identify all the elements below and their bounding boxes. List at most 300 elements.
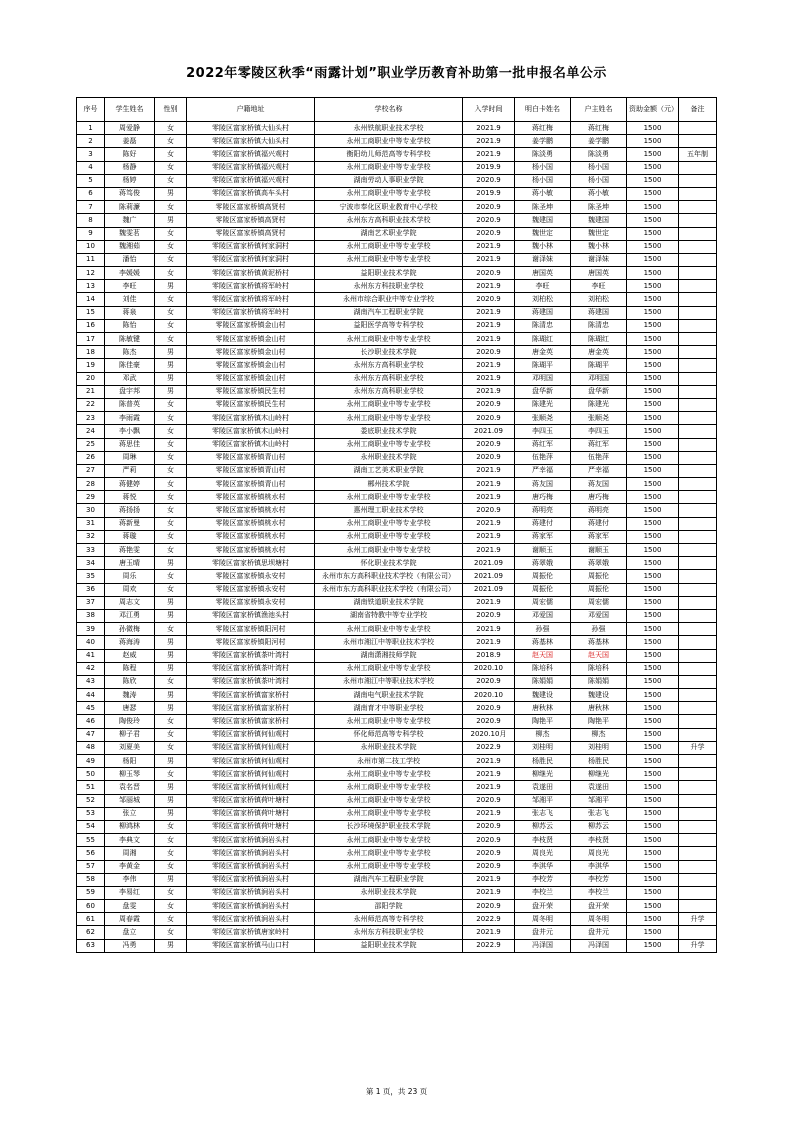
cell-gender: 女 <box>155 438 187 451</box>
cell-householder-name: 杨小国 <box>571 161 627 174</box>
cell-remark <box>679 135 717 148</box>
cell-gender: 女 <box>155 715 187 728</box>
cell-remark <box>679 174 717 187</box>
cell-serial: 13 <box>77 280 105 293</box>
cell-address: 零陵区富家桥镇桃水村 <box>187 504 315 517</box>
column-header-6: 明白卡姓名 <box>515 98 571 122</box>
cell-gender: 女 <box>155 886 187 899</box>
cell-card-name: 谢泽妹 <box>515 253 571 266</box>
table-row <box>77 596 717 609</box>
cell-householder-name: 姜学鹏 <box>571 135 627 148</box>
cell-address: 零陵区富家桥镇富家桥村 <box>187 702 315 715</box>
cell-householder-name: 邓明国 <box>571 372 627 385</box>
cell-remark <box>679 873 717 886</box>
cell-card-name: 蒋翠娥 <box>515 557 571 570</box>
cell-card-name: 魏世定 <box>515 227 571 240</box>
table-row <box>77 517 717 530</box>
cell-remark <box>679 293 717 306</box>
cell-serial: 6 <box>77 187 105 200</box>
cell-serial: 23 <box>77 412 105 425</box>
cell-householder-name: 周良光 <box>571 847 627 860</box>
cell-student-name: 潘怡 <box>105 253 155 266</box>
column-header-2: 性别 <box>155 98 187 122</box>
table-row <box>77 174 717 187</box>
table-row <box>77 267 717 280</box>
cell-householder-name: 刘柏松 <box>571 293 627 306</box>
cell-student-name: 陈敏键 <box>105 333 155 346</box>
cell-amount: 1500 <box>627 187 679 200</box>
cell-amount: 1500 <box>627 201 679 214</box>
cell-remark <box>679 517 717 530</box>
cell-address: 零陵区富家桥镇将军岭村 <box>187 280 315 293</box>
cell-amount: 1500 <box>627 174 679 187</box>
cell-amount: 1500 <box>627 781 679 794</box>
cell-amount: 1500 <box>627 319 679 332</box>
cell-amount: 1500 <box>627 504 679 517</box>
cell-enroll-date: 2022.9 <box>463 913 515 926</box>
cell-remark <box>679 755 717 768</box>
cell-card-name: 冯泽国 <box>515 939 571 952</box>
cell-gender: 女 <box>155 728 187 741</box>
cell-card-name: 周宏儒 <box>515 596 571 609</box>
table-row <box>77 412 717 425</box>
cell-serial: 53 <box>77 807 105 820</box>
table-row <box>77 240 717 253</box>
cell-student-name: 李黄金 <box>105 860 155 873</box>
cell-householder-name: 周振伦 <box>571 583 627 596</box>
cell-gender: 女 <box>155 174 187 187</box>
page-title: 2022年零陵区秋季“雨露计划”职业学历教育补助第一批申报名单公示 <box>186 66 607 81</box>
cell-serial: 56 <box>77 847 105 860</box>
cell-serial: 50 <box>77 768 105 781</box>
cell-student-name: 魏雯茗 <box>105 227 155 240</box>
cell-address: 零陵区富家桥镇荷叶塘村 <box>187 794 315 807</box>
cell-enroll-date: 2020.9 <box>463 860 515 873</box>
cell-serial: 10 <box>77 240 105 253</box>
cell-student-name: 陈杰 <box>105 346 155 359</box>
cell-student-name: 周爱静 <box>105 122 155 135</box>
table-row <box>77 755 717 768</box>
table-row <box>77 939 717 952</box>
cell-school-name: 永州工商职业中等专业学校 <box>315 834 463 847</box>
cell-school-name: 永州职业技术学院 <box>315 741 463 754</box>
cell-enroll-date: 2021.9 <box>463 122 515 135</box>
cell-school-name: 益阳职业技术学院 <box>315 939 463 952</box>
cell-student-name: 邹丽城 <box>105 794 155 807</box>
cell-remark <box>679 504 717 517</box>
cell-address: 零陵区富家桥镇高贤村 <box>187 227 315 240</box>
cell-householder-name: 唐金英 <box>571 346 627 359</box>
cell-gender: 男 <box>155 596 187 609</box>
cell-gender: 女 <box>155 333 187 346</box>
table-row <box>77 583 717 596</box>
cell-gender: 男 <box>155 346 187 359</box>
cell-householder-name: 赵天国 <box>571 649 627 662</box>
cell-student-name: 陈欣 <box>105 675 155 688</box>
table-row <box>77 306 717 319</box>
cell-address: 零陵区富家桥镇茶叶湾村 <box>187 649 315 662</box>
cell-gender: 女 <box>155 530 187 543</box>
cell-amount: 1500 <box>627 820 679 833</box>
table-row <box>77 649 717 662</box>
cell-student-name: 陈莉濂 <box>105 201 155 214</box>
cell-card-name: 陈瑚红 <box>515 333 571 346</box>
cell-enroll-date: 2021.9 <box>463 280 515 293</box>
cell-amount: 1500 <box>627 609 679 622</box>
cell-student-name: 周欢 <box>105 583 155 596</box>
cell-card-name: 魏建国 <box>515 214 571 227</box>
cell-householder-name: 唐巧梅 <box>571 491 627 504</box>
cell-serial: 42 <box>77 662 105 675</box>
table-row <box>77 689 717 702</box>
cell-address: 零陵区富家桥镇涧岩头村 <box>187 834 315 847</box>
cell-student-name: 魏广 <box>105 214 155 227</box>
table-row <box>77 201 717 214</box>
cell-amount: 1500 <box>627 280 679 293</box>
cell-enroll-date: 2021.9 <box>463 636 515 649</box>
cell-enroll-date: 2021.9 <box>463 385 515 398</box>
cell-amount: 1500 <box>627 689 679 702</box>
cell-enroll-date: 2020.9 <box>463 227 515 240</box>
cell-householder-name: 蒋翠娥 <box>571 557 627 570</box>
cell-amount: 1500 <box>627 649 679 662</box>
cell-householder-name: 张顺尧 <box>571 412 627 425</box>
cell-card-name: 陈培科 <box>515 662 571 675</box>
cell-school-name: 湖南电气职业技术学院 <box>315 689 463 702</box>
table-row <box>77 253 717 266</box>
cell-address: 零陵区富家桥镇桃水村 <box>187 530 315 543</box>
cell-householder-name: 谢泽妹 <box>571 253 627 266</box>
cell-gender: 女 <box>155 491 187 504</box>
column-header-7: 户主姓名 <box>571 98 627 122</box>
cell-address: 零陵区富家桥镇阳河村 <box>187 623 315 636</box>
cell-amount: 1500 <box>627 227 679 240</box>
cell-school-name: 永州工商职业中等专业学校 <box>315 794 463 807</box>
cell-serial: 51 <box>77 781 105 794</box>
cell-amount: 1500 <box>627 583 679 596</box>
cell-student-name: 陈怡 <box>105 319 155 332</box>
table-row <box>77 530 717 543</box>
cell-address: 零陵区富家桥镇木山岭村 <box>187 438 315 451</box>
cell-amount: 1500 <box>627 860 679 873</box>
cell-householder-name: 邹湘平 <box>571 794 627 807</box>
cell-card-name: 周冬明 <box>515 913 571 926</box>
cell-card-name: 魏小林 <box>515 240 571 253</box>
cell-serial: 45 <box>77 702 105 715</box>
cell-serial: 1 <box>77 122 105 135</box>
table-row <box>77 227 717 240</box>
cell-card-name: 陈娟娟 <box>515 675 571 688</box>
cell-remark <box>679 425 717 438</box>
cell-school-name: 永州东方高科职业技术学校 <box>315 214 463 227</box>
cell-remark <box>679 214 717 227</box>
cell-enroll-date: 2020.9 <box>463 504 515 517</box>
cell-school-name: 永州工商职业中等专业学校 <box>315 715 463 728</box>
cell-address: 零陵区富家桥镇金山村 <box>187 346 315 359</box>
cell-gender: 女 <box>155 425 187 438</box>
cell-enroll-date: 2018.9 <box>463 649 515 662</box>
cell-address: 零陵区富家桥镇富家桥村 <box>187 715 315 728</box>
cell-remark <box>679 794 717 807</box>
cell-student-name: 杨静 <box>105 161 155 174</box>
table-row <box>77 544 717 557</box>
cell-enroll-date: 2020.10 <box>463 662 515 675</box>
cell-card-name: 柳苏云 <box>515 820 571 833</box>
cell-amount: 1500 <box>627 293 679 306</box>
cell-address: 零陵区富家桥镇民生村 <box>187 385 315 398</box>
cell-school-name: 惠州理工职业技术学校 <box>315 504 463 517</box>
cell-address: 零陵区富家桥镇金山村 <box>187 319 315 332</box>
cell-student-name: 邓武 <box>105 372 155 385</box>
table-row <box>77 702 717 715</box>
cell-enroll-date: 2022.9 <box>463 939 515 952</box>
cell-school-name: 永州东方高科职业学校 <box>315 372 463 385</box>
applicants-table <box>76 97 717 953</box>
cell-card-name: 蒋建国 <box>515 306 571 319</box>
cell-school-name: 湖南汽车工程职业学院 <box>315 873 463 886</box>
cell-householder-name: 邓爱国 <box>571 609 627 622</box>
cell-amount: 1500 <box>627 596 679 609</box>
cell-school-name: 湖南铁道职业技术学院 <box>315 596 463 609</box>
cell-amount: 1500 <box>627 214 679 227</box>
cell-gender: 女 <box>155 544 187 557</box>
cell-gender: 男 <box>155 873 187 886</box>
cell-card-name: 唐秋林 <box>515 702 571 715</box>
cell-remark <box>679 662 717 675</box>
cell-amount: 1500 <box>627 794 679 807</box>
cell-gender: 女 <box>155 319 187 332</box>
cell-card-name: 杨小国 <box>515 161 571 174</box>
cell-gender: 男 <box>155 662 187 675</box>
cell-school-name: 永州工商职业中等专业学校 <box>315 847 463 860</box>
cell-card-name: 张顺尧 <box>515 412 571 425</box>
cell-school-name: 湖南汽车工程职业学院 <box>315 306 463 319</box>
cell-amount: 1500 <box>627 557 679 570</box>
table-row <box>77 570 717 583</box>
column-header-0: 序号 <box>77 98 105 122</box>
cell-school-name: 永州市综合职业中等专业学校 <box>315 293 463 306</box>
cell-enroll-date: 2020.9 <box>463 702 515 715</box>
cell-enroll-date: 2021.9 <box>463 781 515 794</box>
cell-card-name: 盘开荣 <box>515 900 571 913</box>
cell-card-name: 张志飞 <box>515 807 571 820</box>
table-row <box>77 319 717 332</box>
table-row <box>77 333 717 346</box>
cell-student-name: 蒋泉 <box>105 306 155 319</box>
cell-enroll-date: 2021.9 <box>463 491 515 504</box>
cell-amount: 1500 <box>627 398 679 411</box>
cell-serial: 3 <box>77 148 105 161</box>
cell-address: 零陵区富家桥镇高贤村 <box>187 201 315 214</box>
cell-amount: 1500 <box>627 662 679 675</box>
cell-student-name: 李媛媛 <box>105 267 155 280</box>
cell-school-name: 湖南劳动人事职业学院 <box>315 174 463 187</box>
cell-gender: 女 <box>155 570 187 583</box>
cell-householder-name: 魏建国 <box>571 214 627 227</box>
cell-card-name: 杨小国 <box>515 174 571 187</box>
cell-address: 零陵区富家桥镇桃水村 <box>187 517 315 530</box>
cell-school-name: 永州工商职业中等专业学校 <box>315 240 463 253</box>
table-row <box>77 794 717 807</box>
cell-card-name: 李四玉 <box>515 425 571 438</box>
cell-gender: 女 <box>155 253 187 266</box>
cell-card-name: 严幸福 <box>515 464 571 477</box>
cell-enroll-date: 2021.09 <box>463 583 515 596</box>
cell-gender: 男 <box>155 636 187 649</box>
cell-address: 零陵区富家桥镇木山岭村 <box>187 425 315 438</box>
cell-amount: 1500 <box>627 939 679 952</box>
cell-householder-name: 冯泽国 <box>571 939 627 952</box>
cell-card-name: 杨胜民 <box>515 755 571 768</box>
cell-address: 零陵区富家桥镇荷叶塘村 <box>187 807 315 820</box>
table-row <box>77 715 717 728</box>
cell-student-name: 唐玉晴 <box>105 557 155 570</box>
cell-school-name: 怀化师范高等专科学校 <box>315 728 463 741</box>
cell-enroll-date: 2021.09 <box>463 557 515 570</box>
cell-amount: 1500 <box>627 478 679 491</box>
cell-amount: 1500 <box>627 464 679 477</box>
cell-gender: 女 <box>155 860 187 873</box>
cell-school-name: 永州工商职业中等专业学校 <box>315 187 463 200</box>
cell-enroll-date: 2021.9 <box>463 873 515 886</box>
cell-householder-name: 杨胜民 <box>571 755 627 768</box>
table-row <box>77 425 717 438</box>
cell-school-name: 永州工商职业中等专业学校 <box>315 253 463 266</box>
cell-serial: 35 <box>77 570 105 583</box>
cell-remark <box>679 412 717 425</box>
cell-enroll-date: 2020.9 <box>463 293 515 306</box>
cell-enroll-date: 2020.9 <box>463 794 515 807</box>
cell-card-name: 邹湘平 <box>515 794 571 807</box>
cell-gender: 男 <box>155 794 187 807</box>
cell-serial: 41 <box>77 649 105 662</box>
cell-student-name: 蒋艳雯 <box>105 544 155 557</box>
cell-remark <box>679 728 717 741</box>
cell-school-name: 永州工商职业中等专业学校 <box>315 491 463 504</box>
cell-serial: 31 <box>77 517 105 530</box>
cell-student-name: 蒋悦 <box>105 491 155 504</box>
cell-serial: 48 <box>77 741 105 754</box>
cell-householder-name: 周振伦 <box>571 570 627 583</box>
cell-householder-name: 孙强 <box>571 623 627 636</box>
cell-gender: 男 <box>155 609 187 622</box>
cell-enroll-date: 2020.10月 <box>463 728 515 741</box>
cell-school-name: 永州工商职业中等专业学校 <box>315 438 463 451</box>
cell-card-name: 蒋家军 <box>515 530 571 543</box>
cell-gender: 女 <box>155 834 187 847</box>
cell-remark <box>679 689 717 702</box>
cell-student-name: 盘立 <box>105 926 155 939</box>
cell-card-name: 唐国英 <box>515 267 571 280</box>
cell-householder-name: 蒋明亮 <box>571 504 627 517</box>
cell-address: 零陵区富家桥镇高贤村 <box>187 214 315 227</box>
cell-address: 零陵区富家桥镇福兴观村 <box>187 174 315 187</box>
cell-remark <box>679 346 717 359</box>
cell-householder-name: 周冬明 <box>571 913 627 926</box>
cell-student-name: 刘夏美 <box>105 741 155 754</box>
cell-card-name: 魏建设 <box>515 689 571 702</box>
cell-amount: 1500 <box>627 728 679 741</box>
cell-enroll-date: 2021.9 <box>463 623 515 636</box>
cell-remark <box>679 319 717 332</box>
cell-school-name: 永州师范高等专科学校 <box>315 913 463 926</box>
cell-enroll-date: 2021.9 <box>463 478 515 491</box>
cell-student-name: 姜磊 <box>105 135 155 148</box>
cell-enroll-date: 2020.10 <box>463 689 515 702</box>
cell-card-name: 周振伦 <box>515 570 571 583</box>
cell-remark <box>679 675 717 688</box>
cell-school-name: 长沙环境保护职业技术学院 <box>315 820 463 833</box>
cell-card-name: 赵天国 <box>515 649 571 662</box>
cell-address: 零陵区富家桥镇青山村 <box>187 478 315 491</box>
cell-school-name: 永州工商职业中等专业学校 <box>315 781 463 794</box>
cell-amount: 1500 <box>627 451 679 464</box>
cell-student-name: 李雨霞 <box>105 412 155 425</box>
cell-enroll-date: 2021.9 <box>463 306 515 319</box>
cell-address: 零陵区富家桥镇大仙头村 <box>187 135 315 148</box>
cell-school-name: 湖南育才中等职业学校 <box>315 702 463 715</box>
cell-gender: 女 <box>155 504 187 517</box>
cell-remark: 升学 <box>679 741 717 754</box>
cell-enroll-date: 2020.9 <box>463 398 515 411</box>
cell-remark <box>679 596 717 609</box>
cell-student-name: 周乐 <box>105 570 155 583</box>
cell-gender: 男 <box>155 359 187 372</box>
cell-gender: 女 <box>155 240 187 253</box>
cell-school-name: 益阳职业技术学院 <box>315 267 463 280</box>
cell-student-name: 李旺 <box>105 280 155 293</box>
cell-serial: 52 <box>77 794 105 807</box>
cell-school-name: 永州市湘江中等职业技术学校 <box>315 636 463 649</box>
cell-card-name: 李旺 <box>515 280 571 293</box>
cell-address: 零陵区富家桥镇涧岩头村 <box>187 860 315 873</box>
cell-householder-name: 伍艳萍 <box>571 451 627 464</box>
cell-remark <box>679 240 717 253</box>
cell-amount: 1500 <box>627 913 679 926</box>
cell-serial: 24 <box>77 425 105 438</box>
cell-gender: 男 <box>155 557 187 570</box>
cell-serial: 61 <box>77 913 105 926</box>
cell-remark <box>679 359 717 372</box>
cell-enroll-date: 2020.9 <box>463 267 515 280</box>
cell-householder-name: 陈瑚平 <box>571 359 627 372</box>
cell-remark <box>679 267 717 280</box>
cell-remark <box>679 253 717 266</box>
cell-amount: 1500 <box>627 122 679 135</box>
table-row <box>77 820 717 833</box>
cell-householder-name: 李枝贤 <box>571 834 627 847</box>
cell-remark <box>679 583 717 596</box>
cell-student-name: 杨婷 <box>105 174 155 187</box>
cell-card-name: 陈圣坤 <box>515 201 571 214</box>
cell-amount: 1500 <box>627 491 679 504</box>
cell-serial: 49 <box>77 755 105 768</box>
cell-enroll-date: 2021.9 <box>463 319 515 332</box>
cell-householder-name: 魏世定 <box>571 227 627 240</box>
table-row <box>77 834 717 847</box>
cell-remark <box>679 807 717 820</box>
cell-gender: 女 <box>155 122 187 135</box>
cell-address: 零陵区富家桥镇桃水村 <box>187 544 315 557</box>
table-row <box>77 847 717 860</box>
table-row <box>77 398 717 411</box>
cell-gender: 男 <box>155 214 187 227</box>
cell-school-name: 永州职业技术学院 <box>315 886 463 899</box>
cell-serial: 9 <box>77 227 105 240</box>
cell-serial: 19 <box>77 359 105 372</box>
cell-address: 零陵区富家桥镇涧岩头村 <box>187 847 315 860</box>
cell-gender: 男 <box>155 649 187 662</box>
